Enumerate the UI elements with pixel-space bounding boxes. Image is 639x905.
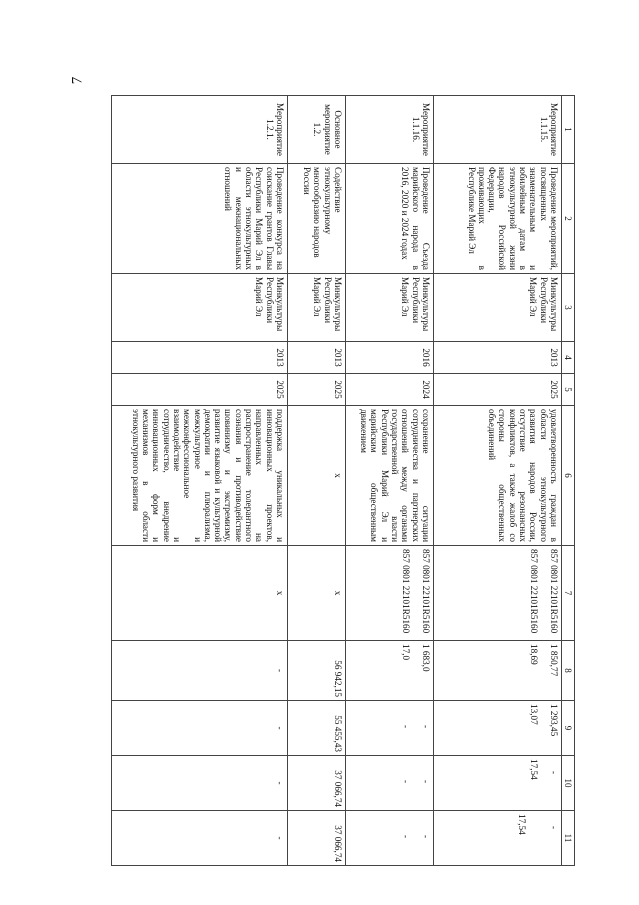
- amount-cell: [345, 811, 433, 866]
- amount-value: 17,54: [528, 759, 539, 780]
- start-year: 2016: [345, 342, 433, 374]
- col-number-10: 10: [561, 756, 574, 811]
- measure-id: Мероприятие 1.1.15.: [433, 96, 561, 164]
- table-row: [287, 96, 345, 866]
- amount-value: 17,54: [516, 814, 527, 835]
- expected-result: х: [287, 406, 345, 546]
- executor: Минкультуры Республики Марий Эл: [287, 274, 345, 342]
- executor: Минкультуры Республики Марий Эл: [345, 274, 433, 342]
- amount-cell: [345, 701, 433, 756]
- amount-value: 1 683,0: [420, 644, 431, 672]
- amount-cell: [433, 756, 561, 811]
- measure-id: Мероприятие 1.1.16.: [345, 96, 433, 164]
- executor: Минкультуры Республики Марий Эл: [111, 274, 287, 342]
- end-year: 2025: [433, 374, 561, 406]
- expected-result: удовлетворенность граждан в области этнокультурного развития народов России, отсутствие резонансных конфликтов, а также жалоб со стороны общественных объединений: [433, 406, 561, 546]
- amount-cell: [345, 756, 433, 811]
- amount-value: -: [111, 811, 287, 866]
- amount-value: -: [400, 835, 411, 839]
- amount-value: 13,07: [528, 704, 539, 725]
- col-number-6: 6: [561, 406, 574, 546]
- expected-result: поддержка уникальных и инновационных проектов, направленных на распространение толерантного сознания и противодействие шовинизму и экстремизму, развитие языковой и культурной демократии и плюрализма, межкультурное и межконфессиональное взаимодействие и сотрудничество, внедрение инновационных форм и механизмов в области этнокультурного развития: [111, 406, 287, 546]
- amount-value: -: [548, 826, 559, 830]
- budget-code: 857 0801 22101R5160: [400, 549, 411, 634]
- budget-code: 857 0801 22101R5160: [528, 549, 539, 634]
- col-number-5: 5: [561, 374, 574, 406]
- amount-value: -: [420, 725, 431, 729]
- start-year: 2013: [287, 342, 345, 374]
- program-table-sheet: [115, 95, 575, 865]
- amount-value: -: [111, 641, 287, 701]
- col-number-4: 4: [561, 342, 574, 374]
- amount-value: -: [400, 725, 411, 729]
- amount-value: -: [548, 771, 559, 775]
- end-year: 2025: [111, 374, 287, 406]
- start-year: 2013: [433, 342, 561, 374]
- amount-value: 18,69: [528, 644, 539, 665]
- header-row: [561, 96, 574, 866]
- amount-value: 1 850,77: [548, 644, 559, 677]
- col-number-9: 9: [561, 701, 574, 756]
- amount-cell: [433, 701, 561, 756]
- table-row: [433, 96, 561, 866]
- end-year: 2025: [287, 374, 345, 406]
- end-year: 2024: [345, 374, 433, 406]
- measure-name: Содействие этнокультурному многообразию народов России: [287, 164, 345, 274]
- amount-value: 1 293,45: [548, 704, 559, 737]
- table-row: [111, 96, 287, 866]
- amount-value: 55 455,43: [287, 701, 345, 756]
- budget-code: 857 0801 22101R5160: [548, 549, 559, 634]
- col-number-11: 11: [561, 811, 574, 866]
- table-row: [345, 96, 433, 866]
- budget-code-cell: [345, 546, 433, 641]
- expected-result: сохранение ситуации сотрудничества и партнерских отношений между органами государственной власти Республики Марий Эл и марийским общественным движением: [345, 406, 433, 546]
- amount-value: 37 066,74: [287, 811, 345, 866]
- col-number-8: 8: [561, 641, 574, 701]
- budget-code: 857 0801 22101R5160: [420, 549, 431, 634]
- budget-code-cell: [433, 546, 561, 641]
- budget-code: х: [111, 546, 287, 641]
- amount-value: -: [111, 756, 287, 811]
- col-number-7: 7: [561, 546, 574, 641]
- measure-id: Основное мероприятие 1.2.: [287, 96, 345, 164]
- measure-name: Проведение конкурса на соискание грантов Главы Республики Марий Эл в области этнокультурных и межнациональных отношений: [111, 164, 287, 274]
- amount-value: 56 942,15: [287, 641, 345, 701]
- amount-value: -: [111, 701, 287, 756]
- col-number-1: 1: [561, 96, 574, 164]
- budget-code: х: [287, 546, 345, 641]
- measure-name: Проведение Съезда марийского народа в 2016, 2020 и 2024 годах: [345, 164, 433, 274]
- amount-value: -: [420, 835, 431, 839]
- amount-cell: [433, 811, 561, 866]
- amount-value: -: [420, 780, 431, 784]
- col-number-3: 3: [561, 274, 574, 342]
- amount-value: 17,0: [400, 644, 411, 661]
- program-table: [111, 95, 575, 866]
- measure-name: Проведение мероприятий, посвященных знаменательным и юбилейным датам в этнокультурной жизни народов Российской Федерации, проживающих в Республике Марий Эл: [433, 164, 561, 274]
- measure-id: Мероприятие 1.2.1.: [111, 96, 287, 164]
- amount-value: 37 066,74: [287, 756, 345, 811]
- amount-cell: [433, 641, 561, 701]
- amount-value: -: [400, 780, 411, 784]
- executor: Минкультуры Республики Марий Эл: [433, 274, 561, 342]
- col-number-2: 2: [561, 164, 574, 274]
- amount-cell: [345, 641, 433, 701]
- page-number: 7: [69, 76, 86, 85]
- start-year: 2013: [111, 342, 287, 374]
